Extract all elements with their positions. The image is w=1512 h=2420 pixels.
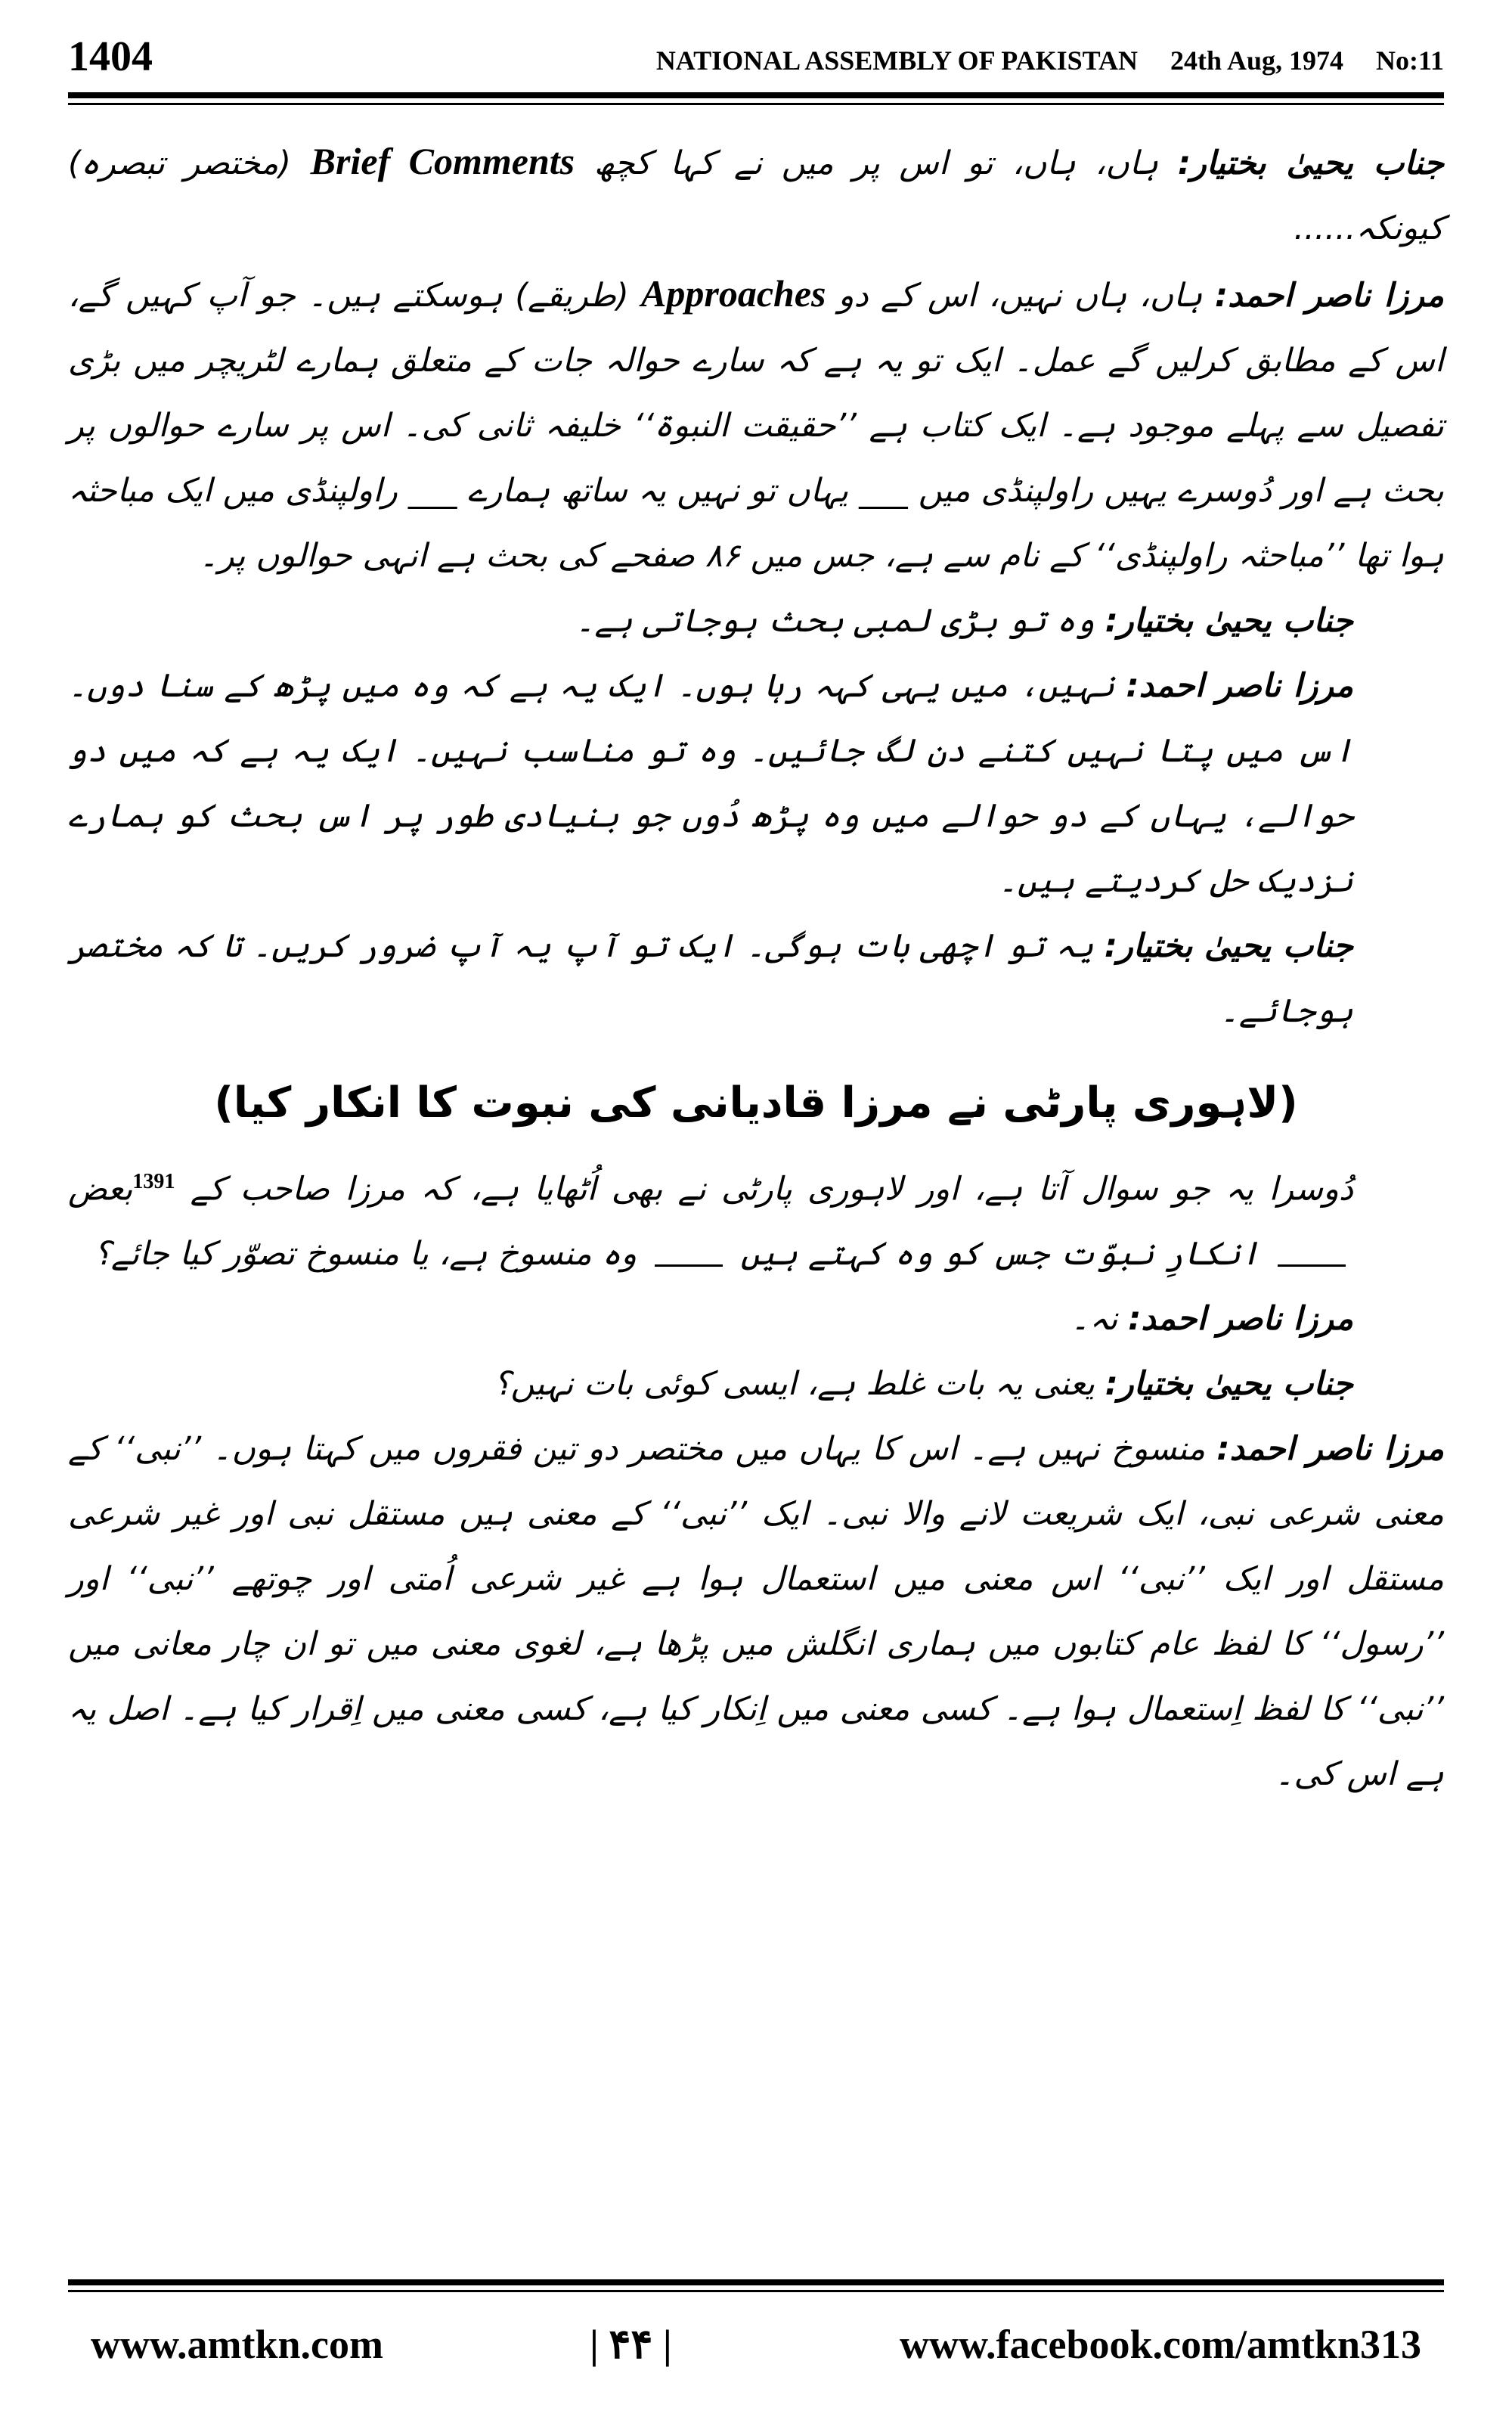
speaker-name: جناب یحییٰ بختیار: <box>1105 602 1353 640</box>
header-info <box>631 39 1444 82</box>
page-footer <box>68 2314 1444 2375</box>
blank-line <box>1278 1245 1346 1267</box>
paragraph-7 <box>68 1351 1444 1416</box>
header-date: 24th Aug, 1974 <box>1170 45 1343 76</box>
page-header <box>68 30 1444 83</box>
paragraph-8 <box>68 1416 1444 1807</box>
footer-rule-thick <box>68 2279 1444 2285</box>
question-paragraph <box>68 1150 1444 1286</box>
header-issue: No:11 <box>1376 45 1444 76</box>
page-number: 1404 <box>68 33 153 80</box>
english-term: Brief Comments <box>310 140 575 182</box>
publication-title: NATIONAL ASSEMBLY OF PAKISTAN <box>655 45 1138 76</box>
speaker-name: جناب یحییٰ بختیار: <box>1104 927 1354 965</box>
question-text: دُوسرا یہ جو سوال آتا ہے، اور لاہوری پارٹی نے بھی اُٹھایا ہے، کہ مرزا صاحب کے <box>190 1170 1353 1208</box>
paragraph-3 <box>68 588 1444 653</box>
header-rule-thin <box>68 103 1444 105</box>
question-text: وہ منسوخ ہے، یا منسوخ تصوّر کیا جائے؟ <box>94 1235 637 1274</box>
speaker-name: جناب یحییٰ بختیار: <box>1105 1365 1353 1404</box>
header-rule-thick <box>68 92 1444 98</box>
paragraph-text: ہاں، ہاں، تو اس پر میں نے کہا کچھ <box>593 144 1159 182</box>
paragraph-text: (مختصر تبصرہ) کیونکہ...... <box>68 144 1444 247</box>
footnote-ref: 1391 <box>132 1170 175 1193</box>
paragraph-text: ہاں، ہاں نہیں، اس کے دو <box>838 277 1203 315</box>
paragraph-4 <box>68 653 1444 914</box>
paragraph-text: (طریقے) ہوسکتے ہیں۔ جو آپ کہیں گے، اس کے مطابق کرلیں گے عمل۔ ایک تو یہ ہے کہ سارے حوالہ جات کے متعلق ہمارے لٹریچر میں بڑی تفصیل سے پہلے موجود ہے۔ ایک کتاب ہے ’’حقیقت النبوۃ‘‘ خلیفہ ثانی کی۔ اس پر سارے حوالوں پر بحث ہے اور دُوسرے یہیں راولپنڈی میں ___ یہاں تو نہیں یہ ساتھ ہمارے ___ راولپنڈی میں ایک مباحثہ ہوا تھا ’’مباحثہ راولپنڈی‘‘ کے نام سے ہے، جس میں ۸۶ صفحے کی بحث ہے انہی حوالوں پر۔ <box>68 277 1444 575</box>
blank-line <box>655 1245 723 1267</box>
section-heading: (لاہوری پارٹی نے مرزا قادیانی کی نبوت کا انکار کیا) <box>214 1078 1298 1128</box>
question-text: انکارِ نبوّت جس کو وہ کہتے ہیں <box>740 1235 1260 1274</box>
paragraph-text: وہ تو بڑی لمبی بحث ہوجاتی ہے۔ <box>575 602 1095 640</box>
paragraph-text: نہیں، میں یہی کہہ رہا ہوں۔ ایک یہ ہے کہ وہ میں پڑھ کے سنا دوں۔ اس میں پتا نہیں کتنے دن لگ جائیں۔ وہ تو مناسب نہیں۔ ایک یہ ہے کہ میں دو حوالے، یہاں کے دو حوالے میں وہ پڑھ دُوں جو بنیادی طور پر اس بحث کو ہمارے نزدیک حل کردیتے ہیں۔ <box>68 667 1353 900</box>
paragraph-6 <box>68 1286 1444 1351</box>
speaker-name: مرزا ناصر احمد: <box>1216 1430 1445 1469</box>
page-body <box>68 129 1444 2269</box>
paragraph-2 <box>68 261 1444 588</box>
english-term: Approaches <box>641 272 826 315</box>
facebook-link[interactable]: www.facebook.com/amtkn313 <box>900 2322 1421 2367</box>
footer-page-number: | ۴۴ | <box>590 2322 672 2367</box>
question-word: بعض <box>68 1170 133 1208</box>
website-link[interactable]: www.amtkn.com <box>91 2322 383 2367</box>
paragraph-1 <box>68 129 1444 261</box>
speaker-name: مرزا ناصر احمد: <box>1126 667 1354 705</box>
speaker-name: جناب یحییٰ بختیار: <box>1177 144 1445 182</box>
paragraph-text: یہ تو اچھی بات ہوگی۔ ایک تو آپ یہ آپ ضرور کریں۔ تا کہ مختصر ہوجائے۔ <box>68 927 1353 1030</box>
footer-rule-thin <box>68 2290 1444 2292</box>
paragraph-5 <box>68 914 1444 1044</box>
speaker-name: مرزا ناصر احمد: <box>1214 277 1445 315</box>
paragraph-text: یعنی یہ بات غلط ہے، ایسی کوئی بات نہیں؟ <box>493 1365 1095 1404</box>
speaker-name: مرزا ناصر احمد: <box>1128 1300 1353 1339</box>
paragraph-text: نہ۔ <box>1070 1300 1118 1339</box>
paragraph-text: منسوخ نہیں ہے۔ اس کا یہاں میں مختصر دو تین فقروں میں کہتا ہوں۔ ’’نبی‘‘ کے معنی شرعی نبی، ایک شریعت لانے والا نبی۔ ایک ’’نبی‘‘ کے معنی ہیں مستقل نبی اور غیر شرعی مستقل اور ایک ’’نبی‘‘ اس معنی میں استعمال ہوا ہے غیر شرعی اُمتی اور چوتھے ’’نبی‘‘ اور ’’رسول‘‘ کا لفظ عام کتابوں میں ہماری انگلش میں پڑھا ہے، لغوی معنی میں تو ان چار معانی میں ’’نبی‘‘ کا لفظ اِستعمال ہوا ہے۔ کسی معنی میں اِنکار کیا ہے، کسی معنی میں اِقرار کیا ہے۔ اصل یہ ہے اس کی۔ <box>68 1430 1444 1794</box>
